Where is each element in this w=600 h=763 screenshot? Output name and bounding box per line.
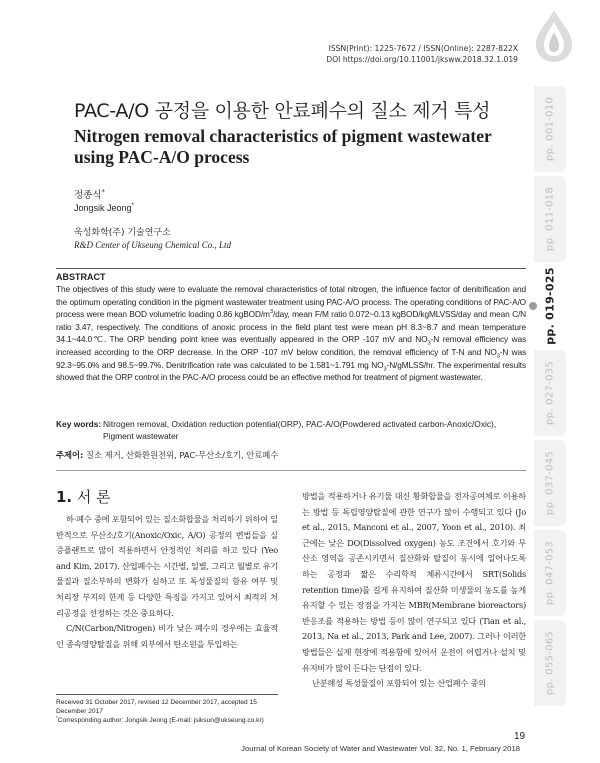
- journal-logo-icon: [524, 8, 584, 64]
- page-number: 19: [514, 731, 526, 742]
- keywords-label: Key words:: [56, 419, 102, 429]
- title-english: Nitrogen removal characteristics of pigment wastewater using PAC-A/O process: [74, 126, 492, 167]
- issn-text: ISSN(Print): 1225-7672 / ISSN(Online): 2287-822X: [328, 44, 518, 53]
- tab-pp-011-018[interactable]: pp. 011-018: [534, 176, 566, 262]
- abstract-heading: ABSTRACT: [56, 272, 106, 282]
- abstract-top-rule: [56, 268, 526, 269]
- tab-pp-019-025[interactable]: pp. 019-025: [534, 266, 566, 346]
- affiliation-korean: 욱성화학(주) 기술연구소: [74, 228, 171, 238]
- tab-pp-001-010[interactable]: pp. 001-010: [534, 86, 566, 172]
- page-range-tabs: [534, 86, 568, 746]
- author-mark: *: [101, 187, 105, 196]
- author-english: Jongsik Jeong: [74, 203, 132, 213]
- tab-pp-047-053[interactable]: pp. 047-053: [534, 530, 566, 616]
- body-paragraph: C/N(Carbon/Nitrogen) 비가 낮은 폐수의 경우에는 효율적인 종속영양탈질을 위해 외부에서 탄소원을 투입하는: [56, 623, 278, 649]
- issn-doi-block: [326, 43, 518, 65]
- body-right-column: [302, 489, 526, 692]
- body-paragraph: 하·폐수 중에 포함되어 있는 질소화합물을 처리하기 위하여 일반적으로 무산소/호기(Anoxic/Oxic, A/O) 공정의 변법들을 실증플랜트로 많이 적용하면서 안정적인 처리를 하고 있다 (Yeo and Kim, 2017). 산업폐수는 시간별, 일별, 그리고 월별로 유기물질과 질소부하의 변화가 심하고 또 독성물질의 함유 여부 및 처리장 부지의 한계 등 다양한 특징을 가지고 있어서 최적의 처리공정을 선정하는 것은 중요하다.: [56, 514, 278, 618]
- author-korean: 정종식: [74, 190, 102, 201]
- body-paragraph: 방법을 적용하거나 유기물 대신 황화합물을 전자공여체로 이용하는 방법 등 독립영양탈질에 관한 연구가 많이 수행되고 있다 (Jo et al., 2015, Manconi et al., 2007, Yoon et al., 2010). 최근에는 낮은 DO(Dissolved oxygen) 농도 조건에서 호기와 무산소 영역을 공존시키면서 질산화와 탈질이 동시에 일어나도록 하는 공정과 짧은 수리학적 체류시간에서 SRT(Solids retention time)를 길게 유지하여 질산화 미생물의 농도를 높게 유지할 수 있는 장점을 가지는 MBR(Membrane bioreactors) 반응조를 적용하는 방법 등이 많이 연구되고 있다 (Tian et al., 2013, Na et al., 2013, Park and Lee, 2007). 그러나 이러한 방법들은 실제 현장에 적용함에 있어서 운전이 어렵거나 설치 및 유지비가 많이 든다는 단점이 있다.: [302, 491, 526, 673]
- journal-footer: Journal of Korean Society of Water and Wastewater Vol. 32, No. 1, February 2018: [241, 744, 520, 753]
- author-mark-en: *: [131, 202, 134, 209]
- tab-pp-055-065[interactable]: pp. 055-065: [534, 620, 566, 706]
- body-left-column: [56, 486, 278, 652]
- keywords-text: Nitrogen removal, Oxidation reduction potential(ORP), PAC-A/O(Powdered activated carbon-Anoxic/Oxic), Pigment wastewater: [103, 419, 497, 441]
- section-rule: [56, 470, 526, 471]
- body-paragraph: 난분해성 독성물질이 포함되어 있는 산업폐수 중의: [312, 678, 486, 689]
- tab-pp-027-035[interactable]: pp. 027-035: [534, 350, 566, 436]
- abstract-section: [56, 272, 526, 384]
- section-heading: 1. 서 론: [56, 488, 111, 506]
- footnote: [56, 694, 278, 725]
- affiliation-english: R&D Center of Ukseung Chemical Co., Ltd: [74, 240, 231, 250]
- tab-pp-037-045[interactable]: pp. 037-045: [534, 440, 566, 526]
- doi-link[interactable]: DOI https://doi.org/10.11001/jksww.2018.32.1.019: [326, 55, 518, 64]
- keywords-ko-label: 주제어:: [56, 450, 84, 460]
- title-korean: PAC-A/O 공정을 이용한 안료폐수의 질소 제거 특성: [74, 100, 491, 122]
- active-tab-dot-icon: [529, 302, 537, 310]
- keywords-korean: [56, 449, 526, 461]
- abstract-body: The objectives of this study were to evaluate the removal characteristics of total nitrogen, the influence factor of denitrification and the optimum operating condition in the pigment wastewater treatment using PAC-A/O process. The operating conditions of PAC-A/O process were mean BOD volumetric loading 0.86 kgBOD/$m^3$/day, mean F/M ratio 0.072~0.13 kgBOD/kgMLVSS/day and mean C/N ratio 3.47, respectively. The conditions of anoxic process in the field plant test were mean pH 8.3~8.7 and mean temperature 34.1~44.0℃. The ORP bending point knee was eventually appeared in the ORP -107 mV and $NO_3-N$ removal efficiency was increased according to the ORP decrease. In the ORP -107 mV below condition, the removal efficiency of T-N and $NO_3-N$ was 92.3~95.0% and 98.5~99.7%. Denitrification rate was calculated to be 1.581~1.791 mg $NO_3-N/gMLSS/hr$. The experimental results showed that the ORP control in the PAC-A/O process could be an effective method for treatment of pigment wastewater.: [56, 284, 527, 383]
- affiliation-block: [74, 227, 231, 251]
- keywords-ko-text: 질소 제거, 산화환원전위, PAC-무산소/호기, 안료폐수: [83, 450, 279, 460]
- author-block: [74, 187, 134, 214]
- received-dates: Received 31 October 2017, revised 12 December 2017, accepted 15 December 2017: [56, 699, 257, 715]
- corresponding-mark: *: [56, 714, 58, 720]
- corresponding-author: Corresponding author: Jongsik Jeong (E-mail: jsiksun@ukseung.co.kr): [57, 717, 264, 724]
- keywords-english: [56, 418, 526, 442]
